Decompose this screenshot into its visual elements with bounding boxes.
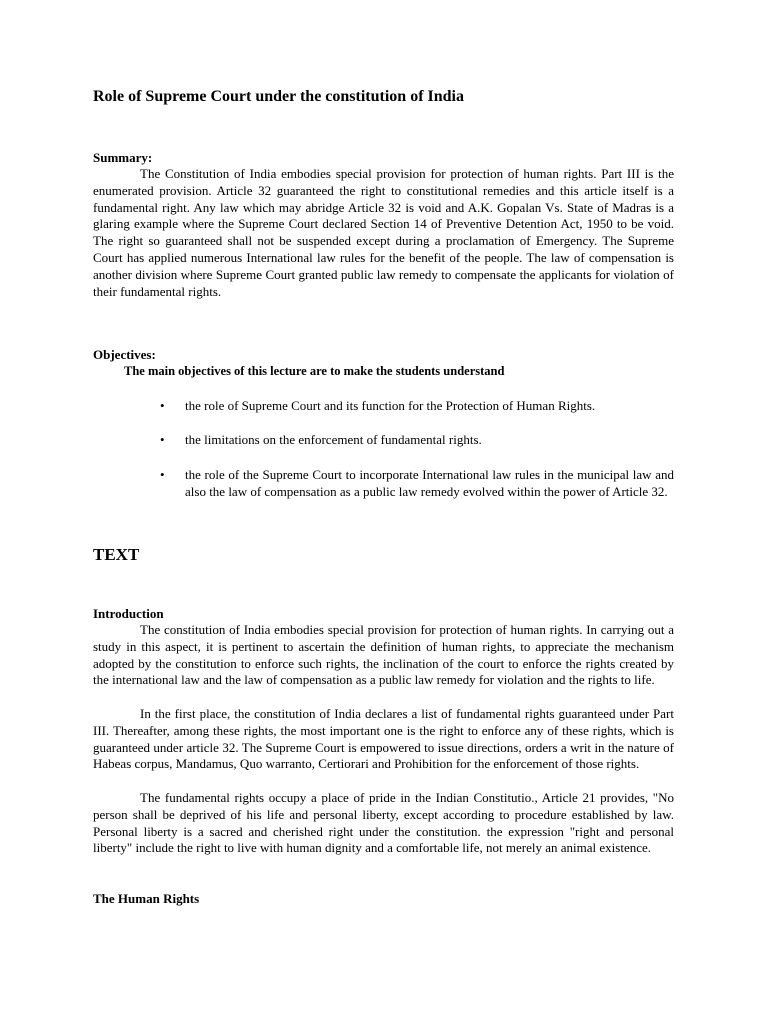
list-item-text: the limitations on the enforcement of fundamental rights.	[185, 432, 482, 447]
list-item-text: the role of the Supreme Court to incorporate International law rules in the municipal law and also the law of compensation as a public law remedy evolved within the power of Article 32.	[185, 467, 674, 499]
summary-heading: Summary:	[93, 150, 153, 165]
introduction-paragraph: The fundamental rights occupy a place of pride in the Indian Constitutio., Article 21 provides, "No person shall be deprived of his life and personal liberty, except according to procedure established by law. Personal liberty is a sacred and cherished right under the constitution. the expression "right and personal liberty" include the right to live with human dignity and a comfortable life, not merely an animal existence.	[93, 790, 674, 856]
bullet-icon: •	[160, 467, 165, 482]
list-item-text: the role of Supreme Court and its function for the Protection of Human Rights.	[185, 398, 596, 413]
introduction-heading: Introduction	[93, 606, 164, 621]
introduction-paragraph: In the first place, the constitution of India declares a list of fundamental rights guaranteed under Part III. Thereafter, among these rights, the most important one is the right to enforce any of these rights, which is guaranteed under article 32. The Supreme Court is empowered to issue directions, orders a writ in the nature of Habeas corpus, Mandamus, Quo warranto, Certiorari and Prohibition for the enforcement of those rights.	[93, 706, 674, 772]
summary-paragraph: The Constitution of India embodies special provision for protection of human rights. Part III is the enumerated provision. Article 32 guaranteed the right to constitutional remedies and this article itself is a fundamental right. Any law which may abridge Article 32 is void and A.K. Gopalan Vs. State of Madras is a glaring example where the Supreme Court declared Section 14 of Preventive Detention Act, 1950 to be void. The right so guaranteed shall not be suspended except during a proclamation of Emergency. The Supreme Court has applied numerous International law rules for the benefit of the people. The law of compensation is another division where Supreme Court granted public law remedy to compensate the applicants for violation of their fundamental rights.	[93, 166, 674, 299]
text-section-heading: TEXT	[93, 545, 140, 564]
bullet-icon: •	[160, 398, 165, 413]
human-rights-heading: The Human Rights	[93, 891, 200, 906]
introduction-paragraph: The constitution of India embodies special provision for protection of human rights. In carrying out a study in this aspect, it is pertinent to ascertain the definition of human rights, to appreciate the mechanism adopted by the constitution to enforce such rights, the inclination of the court to enforce the rights created by the international law and the law of compensation as a public law remedy for violation and the rights to life.	[93, 622, 674, 688]
bullet-icon: •	[160, 432, 165, 447]
objectives-heading: Objectives:	[93, 347, 156, 362]
document-title: Role of Supreme Court under the constitution of India	[93, 88, 464, 105]
objectives-lead: The main objectives of this lecture are to make the students understand	[124, 364, 505, 378]
